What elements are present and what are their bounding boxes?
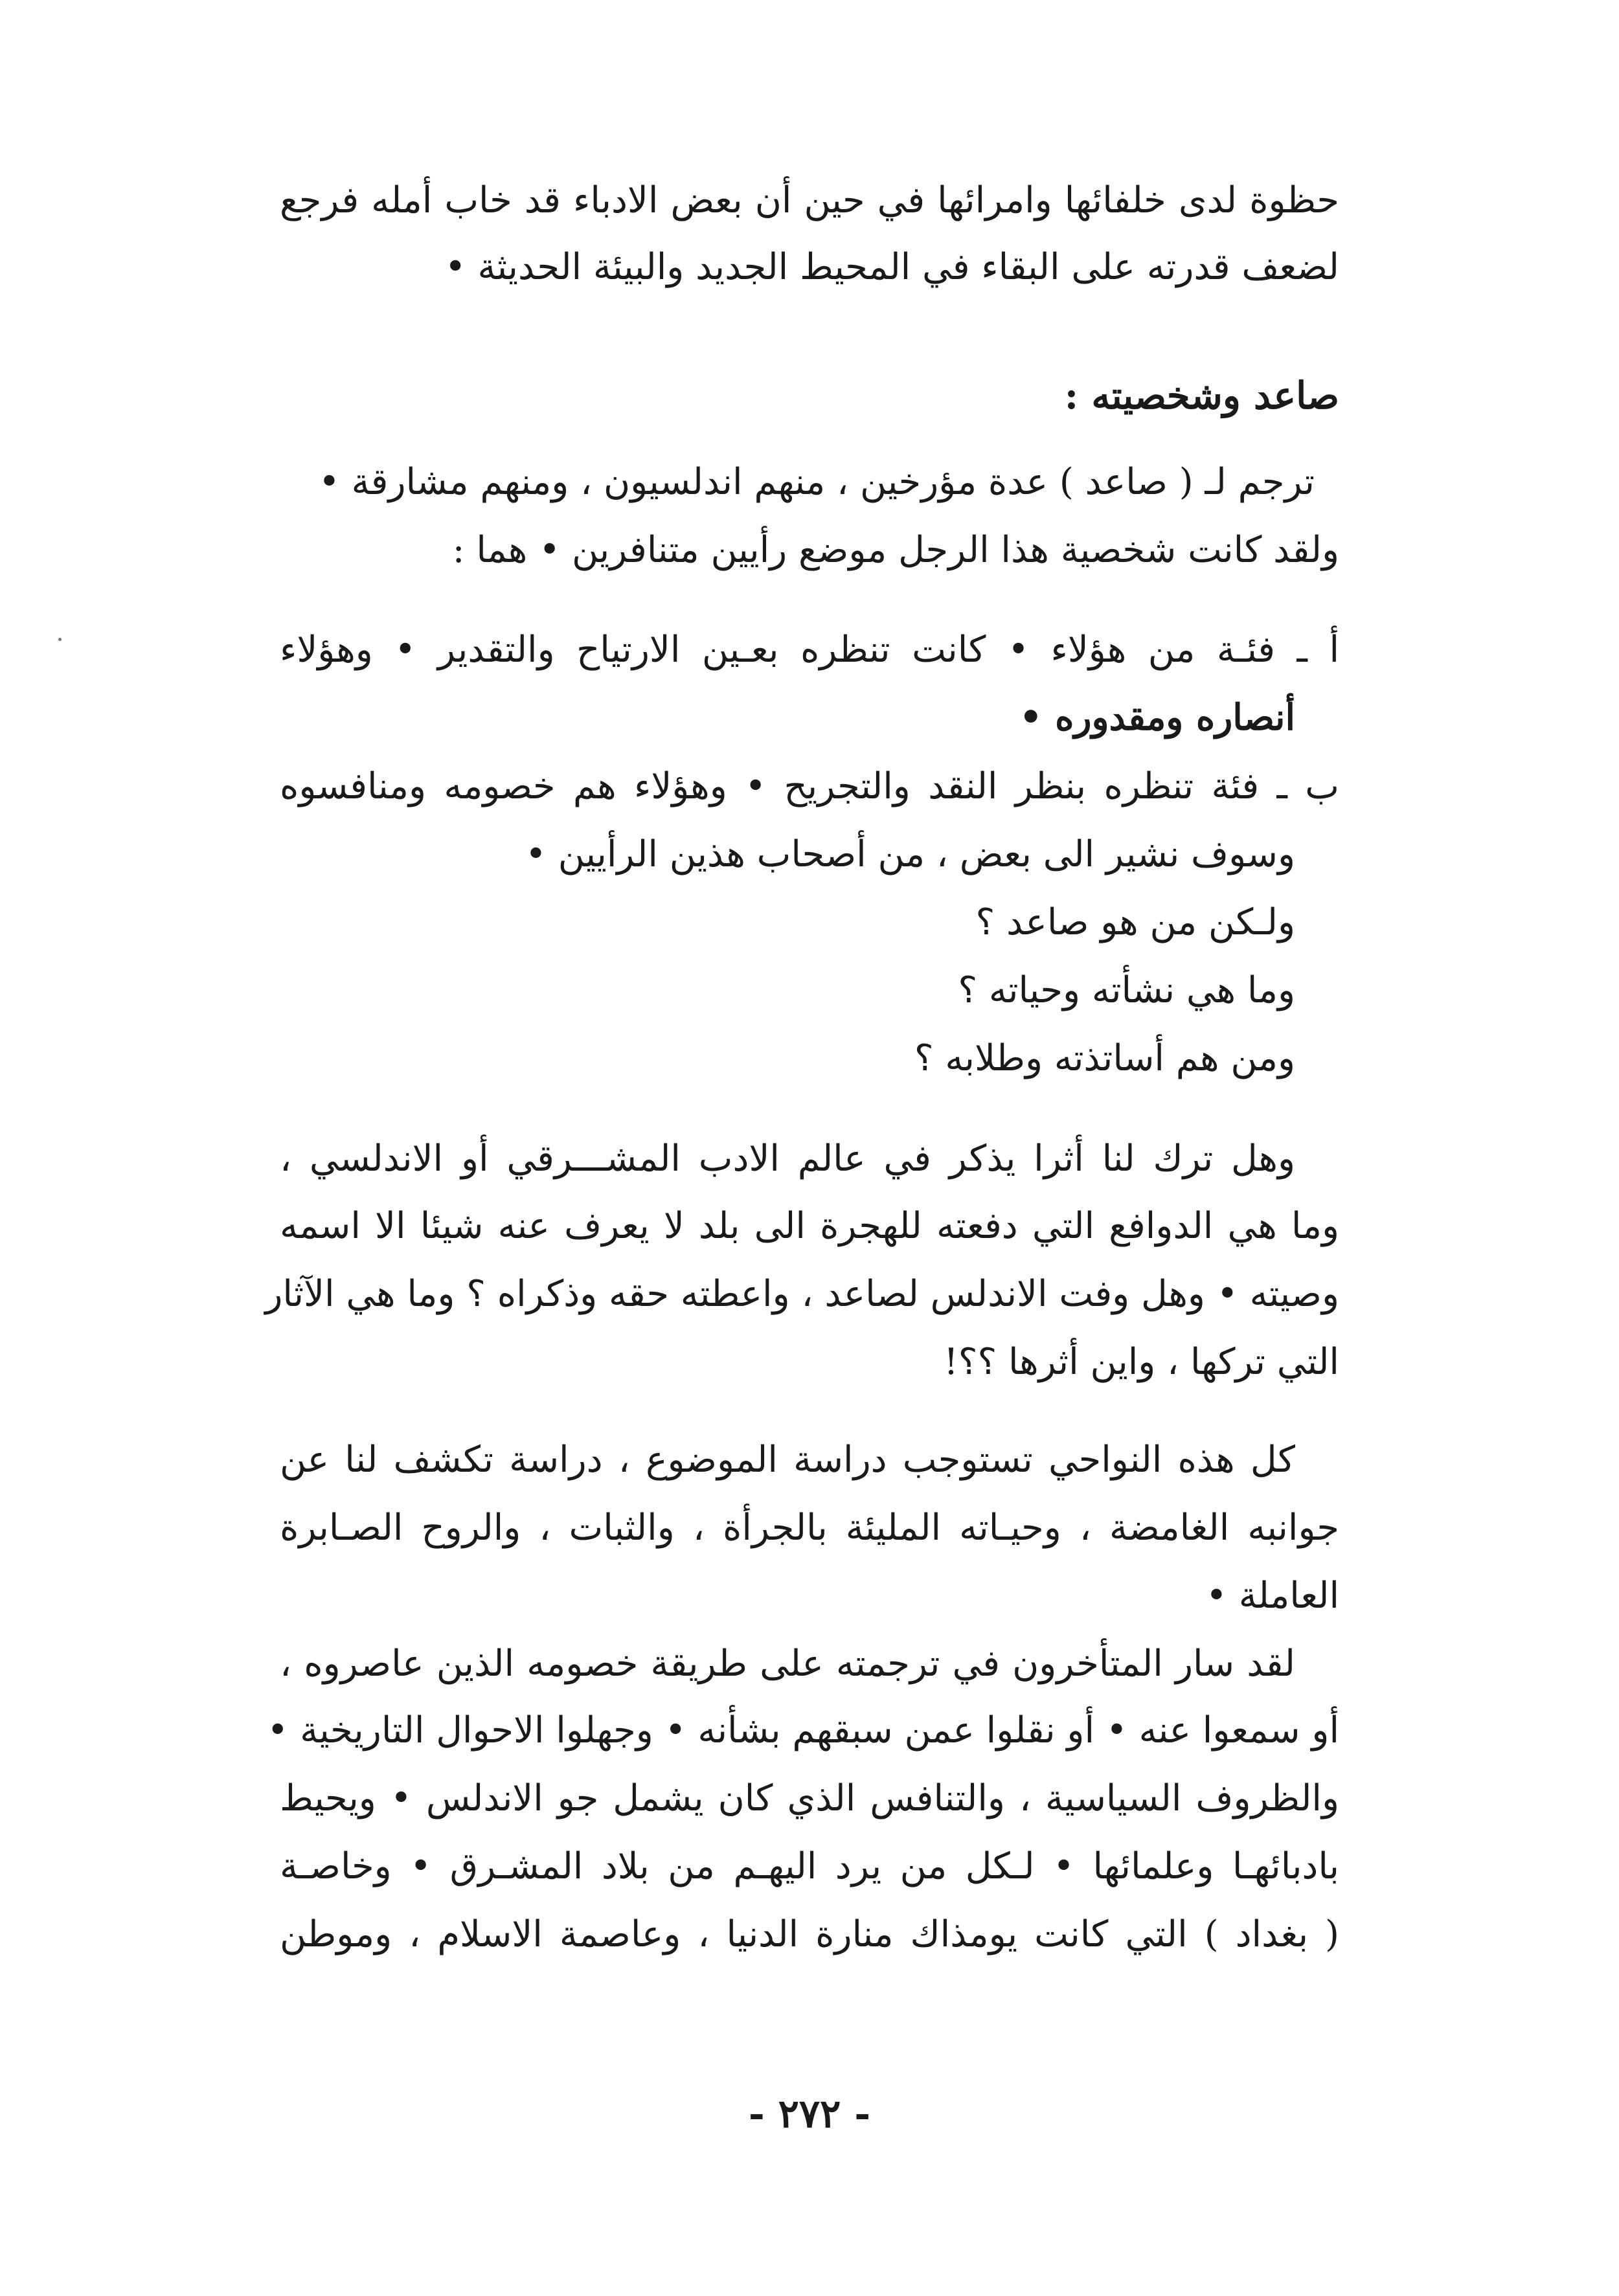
page-number: - ٢٧٢ -: [748, 2091, 871, 2137]
text-line: وهل ترك لنا أثرا يذكر في عالم الادب المشـــرقي أو الاندلسي ،: [280, 1138, 1295, 1180]
text-line: والظروف السياسية ، والتنافس الذي كان يشمل جو الاندلس • ويحيط: [280, 1777, 1339, 1819]
question-line: ولـكن من هو صاعد ؟: [975, 901, 1295, 943]
text-line: وصيته • وهل وفت الاندلس لصاعد ، واعطته حقه وذكراه ؟ وما هي الآثار: [265, 1273, 1339, 1315]
text-line: لقد سار المتأخرون في ترجمته على طريقة خصومه الذين عاصروه ،: [280, 1643, 1295, 1685]
text-line: وما هي الدوافع التي دفعته للهجرة الى بلد لا يعرف عنه شيئا الا اسمه: [280, 1205, 1339, 1247]
text-line: ( بغداد ) التي كانت يومذاك منارة الدنيا ، وعاصمة الاسلام ، وموطن: [280, 1913, 1339, 1955]
list-item-b: ب ـ فئة تنظره بنظر النقد والتجريح • وهؤلاء هم خصومه ومنافسوه: [280, 765, 1339, 807]
scan-speck: [58, 638, 62, 641]
text-line: ولقد كانت شخصية هذا الرجل موضع رأيين متنافرين • هما :: [452, 529, 1339, 571]
list-item-a-cont: أنصاره ومقدوره •: [1019, 696, 1295, 739]
section-heading: صاعد وشخصيته :: [1064, 374, 1339, 418]
text-line: ترجم لـ ( صاعد ) عدة مؤرخين ، منهم اندلسيون ، ومنهم مشارقة •: [318, 461, 1315, 503]
text-line: وسوف نشير الى بعض ، من أصحاب هذين الرأيين •: [525, 833, 1295, 875]
text-line: جوانبه الغامضة ، وحيـاته المليئة بالجرأة ، والثبات ، والروح الصـابرة: [280, 1507, 1339, 1549]
text-line: أو سمعوا عنه • أو نقلوا عمن سبقهم بشأنه • وجهلوا الاحوال التاريخية •: [267, 1709, 1339, 1751]
question-line: وما هي نشأته وحياته ؟: [958, 969, 1295, 1011]
text-line: كل هذه النواحي تستوجب دراسة الموضوع ، دراسة تكشف لنا عن: [280, 1439, 1295, 1481]
question-line: ومن هم أساتذته وطلابه ؟: [914, 1037, 1295, 1079]
text-line: العاملة •: [1205, 1575, 1339, 1617]
text-line: التي تركها ، واين أثرها ؟؟!: [944, 1341, 1339, 1383]
text-line: لضعف قدرته على البقاء في المحيط الجديد والبيئة الحديثة •: [444, 246, 1339, 288]
list-item-a: أ ـ فئـة من هؤلاء • كانت تنظره بعـين الارتياح والتقدير • وهؤلاء: [280, 629, 1340, 671]
text-line: بادبائهـا وعلمائها • لـكل من يرد اليهـم من بلاد المشـرق • وخاصـة: [280, 1845, 1339, 1887]
text-line: حظوة لدى خلفائها وامرائها في حين أن بعض الادباء قد خاب أمله فرجع: [280, 179, 1339, 221]
